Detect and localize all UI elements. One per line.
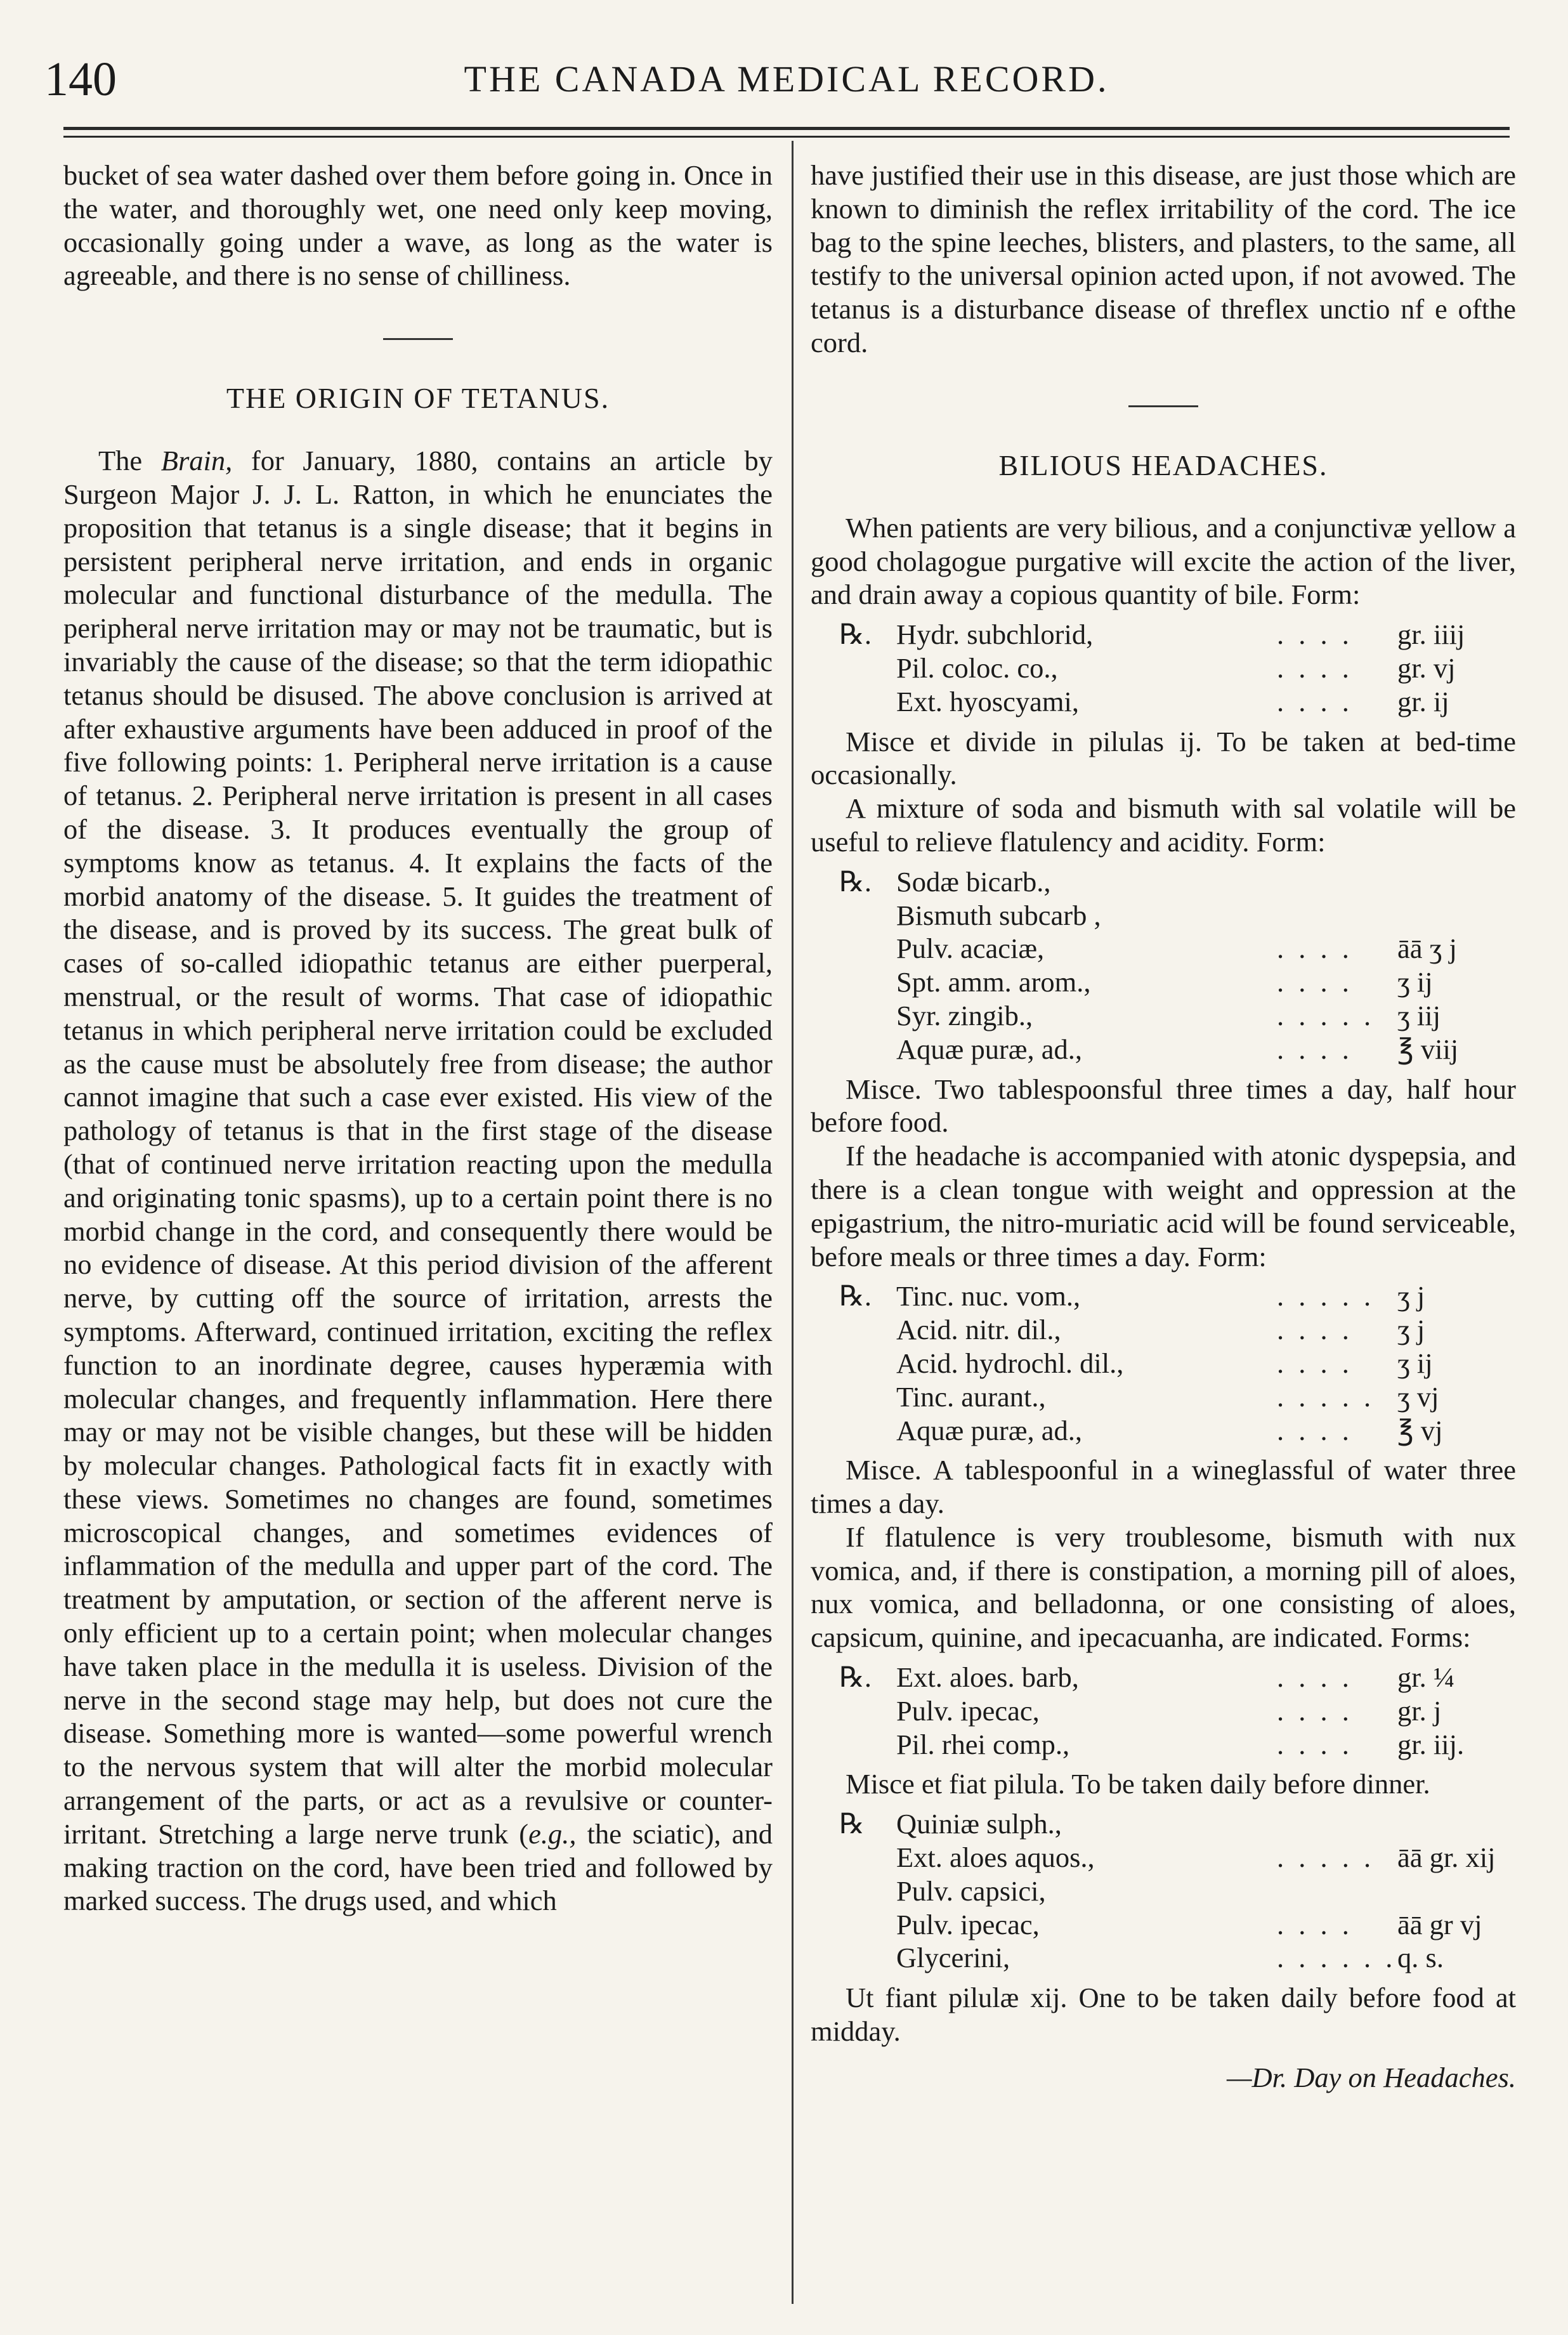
rx-dose: ℥ viij bbox=[1397, 1033, 1459, 1065]
rx-symbol bbox=[811, 1380, 896, 1414]
rx-symbol: ℞. bbox=[839, 1661, 872, 1694]
rx-leader-dots: . . . . bbox=[1277, 1033, 1353, 1065]
rx-leader-dots bbox=[1277, 899, 1397, 932]
rx-ingredient: Pulv. acaciæ, bbox=[896, 932, 1045, 965]
section-separator bbox=[1128, 405, 1198, 407]
running-title: THE CANADA MEDICAL RECORD. bbox=[464, 58, 1109, 100]
text-segment: the sciatic), and making traction on the cord, have been tried and followed by marked success. The drugs used, and which bbox=[63, 1817, 773, 1917]
rx-symbol: ℞. bbox=[839, 618, 872, 651]
rx-symbol bbox=[811, 1841, 896, 1874]
paragraph-intro: When patients are very bilious, and a conjunctivæ yellow a good cholagogue purgative will excite the action of the liver, and drain away a copious quantity of bile. Form: bbox=[811, 511, 1516, 611]
rx-ingredient: Ext. hyoscyami, bbox=[896, 685, 1079, 717]
prescription-5 bbox=[811, 1807, 1516, 1975]
rx-leader-dots bbox=[1277, 1874, 1397, 1908]
rx-ingredient: Pulv. capsici, bbox=[896, 1874, 1046, 1907]
rx-leader-dots: . . . . bbox=[1277, 685, 1353, 717]
prescription-row bbox=[811, 1941, 1516, 1975]
prescription-row bbox=[811, 618, 1516, 651]
rx-leader-dots bbox=[1277, 865, 1397, 899]
rx-leader-dots: . . . . bbox=[1277, 1661, 1353, 1694]
rx-leader-dots: . . . . . bbox=[1277, 1380, 1375, 1413]
rx-symbol bbox=[811, 1414, 896, 1448]
paragraph-atonic: If the headache is accompanied with atonic dyspepsia, and there is a clean tongue with weight and oppression at the epigastrium, the nitro-muriatic acid will be found serviceable, before meals or three times a day. Form: bbox=[811, 1140, 1516, 1272]
rx-symbol bbox=[811, 965, 896, 999]
prescription-row bbox=[811, 999, 1516, 1033]
rx-dose: q. s. bbox=[1397, 1942, 1444, 1974]
rx-dose: gr. j bbox=[1397, 1694, 1442, 1727]
rx-ingredient: Spt. amm. arom., bbox=[896, 966, 1091, 998]
paragraph-ut-fiant: Ut fiant pilulæ xij. One to be taken daily before food at midday. bbox=[811, 1982, 1516, 2048]
rx-symbol bbox=[811, 685, 896, 719]
rx-leader-dots: . . . . bbox=[1277, 651, 1353, 684]
rx-ingredient: Quiniæ sulph., bbox=[896, 1808, 1062, 1840]
prescription-row bbox=[811, 899, 1516, 932]
section-separator bbox=[383, 338, 453, 340]
rx-ingredient: Tinc. nuc. vom., bbox=[896, 1280, 1081, 1312]
header-rule-thin bbox=[63, 136, 1510, 138]
rx-symbol bbox=[811, 1033, 896, 1066]
rx-leader-dots: . . . . bbox=[1277, 932, 1353, 965]
prescription-row bbox=[811, 1728, 1516, 1762]
rx-symbol: ℞. bbox=[839, 865, 872, 898]
prescription-row bbox=[811, 1841, 1516, 1874]
prescription-row bbox=[811, 1033, 1516, 1066]
rx-leader-dots: . . . . . . bbox=[1277, 1942, 1397, 1974]
paragraph-flatulence: If flatulence is very troublesome, bismuth with nux vomica, and, if there is constipation, a morning pill of aloes, nux vomica, and belladonna, or one consisting of aloes, capsicum, quinine, and ipecacuanha, are indicated. Forms: bbox=[811, 1521, 1516, 1654]
rx-dose: ʒ vj bbox=[1397, 1380, 1439, 1413]
paragraph-soda: A mixture of soda and bismuth with sal volatile will be useful to relieve flatulency and acidity. Form: bbox=[811, 792, 1516, 858]
prescription-row bbox=[811, 1313, 1516, 1347]
rx-dose: ʒ ij bbox=[1397, 1347, 1433, 1379]
paragraph-misce: Misce. Two tablespoonsful three times a day, half hour before food. bbox=[811, 1073, 1516, 1139]
rx-dose: ʒ j bbox=[1397, 1280, 1425, 1312]
paragraph-continued: have justified their use in this disease, are just those which are known to diminish the reflex irritability of the cord. The ice bag to the spine leeches, blisters, and plasters, to the same, all testify to the universal opinion acted upon, if not avowed. The tetanus is a disturbance disease of threflex unctio nf e ofthe cord. bbox=[811, 159, 1516, 358]
rx-dose bbox=[1397, 1874, 1516, 1908]
paragraph-misce: Misce et divide in pilulas ij. To be taken at bed-time occasionally. bbox=[811, 725, 1516, 791]
text-segment: for January, 1880, contains an article by Surgeon Major J. J. L. Ratton, in which he enunciates the proposition that tetanus is a single disease; that it begins in persistent peripheral nerve irritation, and ends in organic molecular and functional disturbance of the medulla. The peripheral nerve irritation may or may not be traumatic, but is invariably the cause of the disease; so that the term idiopathic tetanus should be disused. The above conclusion is arrived at after exhaustive arguments have been adduced in proof of the five following points: 1. Peripheral nerve irritation is a cause of tetanus. 2. Peripheral nerve irritation is present in all cases of the disease. 3. It produces eventually the group of symptoms know as tetanus. 4. It explains the facts of the morbid anatomy of the disease. 5. It guides the treatment of the disease, and is proved by its success. The great bulk of cases of so-called idiopathic tetanus are either puerperal, menstrual, or the result of worms. That case of idiopathic tetanus in which peripheral nerve irritation could be excluded as the cause must be absolutely free from disease; the author cannot imagine that such a case ever existed. His view of the pathology of tetanus is that in the first stage of the disease (that of continued nerve irritation reacting upon the medulla and originating tonic spasms), up to a certain point there is no morbid change in the cord, and consequently there would be no evidence of disease. At this period division of the afferent nerve, by cutting off the source of irritation, arrests the symptoms. Afterward, continued irritation, exciting the reflex function to an inordinate degree, causes hyperæmia with molecular changes, and frequently inflammation. Here there may or may not be visible changes, but these will be hidden by molecular changes. Pathological facts fit in exactly with these views. Sometimes no changes are found, sometimes microscopical changes, and sometimes evidences of inflammation of the medulla and upper part of the cord. The treatment by amputation, or section of the afferent nerve is only efficient up to a certain point; when molecular changes have taken place in the medulla it is useless. Division of the nerve in the second stage may help, but does not cure the disease. Something more is wanted—some powerful wrench to the nervous system that will alter the morbid molecular arrangement of the parts, or act as a revulsive or counter-irritant. Stretching a large nerve trunk ( bbox=[63, 445, 773, 1850]
rx-symbol: ℞. bbox=[839, 1280, 872, 1312]
prescription-row bbox=[811, 1694, 1516, 1728]
rx-leader-dots: . . . . bbox=[1277, 618, 1353, 651]
prescription-row bbox=[811, 1347, 1516, 1380]
rx-leader-dots: . . . . bbox=[1277, 1347, 1353, 1379]
prescription-row bbox=[811, 1414, 1516, 1448]
prescription-2 bbox=[811, 865, 1516, 1066]
rx-ingredient: Pil. rhei comp., bbox=[896, 1728, 1070, 1760]
rx-symbol bbox=[811, 1728, 896, 1762]
rx-dose: gr. ij bbox=[1397, 685, 1449, 717]
prescription-row bbox=[811, 1874, 1516, 1908]
rx-symbol bbox=[811, 1347, 896, 1380]
rx-dose: āā gr. xij bbox=[1397, 1841, 1496, 1874]
prescription-row bbox=[811, 1661, 1516, 1694]
rx-ingredient: Pil. coloc. co., bbox=[896, 651, 1058, 684]
prescription-row bbox=[811, 651, 1516, 685]
rx-symbol bbox=[811, 1694, 896, 1728]
prescription-row bbox=[811, 1807, 1516, 1841]
rx-ingredient: Pulv. ipecac, bbox=[896, 1908, 1040, 1940]
rx-leader-dots: . . . . . bbox=[1277, 1841, 1375, 1874]
page-number: 140 bbox=[44, 53, 117, 106]
left-column bbox=[63, 159, 773, 1918]
page-header bbox=[44, 44, 1529, 114]
header-rule bbox=[63, 127, 1510, 130]
rx-ingredient: Glycerini, bbox=[896, 1942, 1010, 1974]
prescription-row bbox=[811, 932, 1516, 965]
rx-dose: ℥ vj bbox=[1397, 1414, 1443, 1446]
heading-bilious-headaches: BILIOUS HEADACHES. bbox=[998, 448, 1328, 481]
rx-symbol: ℞ bbox=[839, 1808, 865, 1840]
rx-dose: gr. ¼ bbox=[1397, 1661, 1455, 1694]
prescription-row bbox=[811, 685, 1516, 719]
rx-symbol bbox=[811, 932, 896, 965]
rx-dose: gr. vj bbox=[1397, 651, 1456, 684]
rx-leader-dots: . . . . bbox=[1277, 966, 1353, 998]
prescription-row bbox=[811, 1279, 1516, 1313]
paragraph-tetanus bbox=[63, 444, 773, 1918]
rx-symbol bbox=[811, 899, 896, 932]
rx-symbol bbox=[811, 1874, 896, 1908]
rx-dose bbox=[1397, 1807, 1516, 1841]
rx-ingredient: Syr. zingib., bbox=[896, 999, 1033, 1031]
rx-leader-dots: . . . . bbox=[1277, 1414, 1353, 1446]
prescription-row bbox=[811, 865, 1516, 899]
prescription-3 bbox=[811, 1279, 1516, 1447]
rx-dose: ʒ iij bbox=[1397, 999, 1441, 1031]
abbreviation-eg: e.g., bbox=[528, 1817, 577, 1850]
rx-ingredient: Aquæ puræ, ad., bbox=[896, 1414, 1082, 1446]
prescription-row bbox=[811, 1380, 1516, 1414]
rx-dose: gr. iij. bbox=[1397, 1728, 1465, 1760]
rx-leader-dots: . . . . bbox=[1277, 1728, 1353, 1760]
rx-leader-dots: . . . . bbox=[1277, 1908, 1353, 1940]
journal-title: Brain, bbox=[160, 445, 233, 477]
paragraph-misce: Misce. A tablespoonful in a wineglassful of water three times a day. bbox=[811, 1454, 1516, 1520]
rx-dose: ʒ ij bbox=[1397, 966, 1433, 998]
paragraph-misce: Misce et fiat pilula. To be taken daily before dinner. bbox=[846, 1768, 1430, 1800]
text-segment: The bbox=[98, 445, 161, 477]
rx-leader-dots: . . . . . bbox=[1277, 999, 1375, 1031]
rx-dose: ʒ j bbox=[1397, 1314, 1425, 1346]
rx-dose: āā gr vj bbox=[1397, 1908, 1482, 1940]
rx-symbol bbox=[811, 999, 896, 1033]
rx-symbol bbox=[811, 1941, 896, 1975]
rx-ingredient: Bismuth subcarb , bbox=[896, 899, 1101, 931]
rx-ingredient: Ext. aloes aquos., bbox=[896, 1841, 1095, 1874]
rx-ingredient: Pulv. ipecac, bbox=[896, 1694, 1040, 1727]
prescription-row bbox=[811, 1908, 1516, 1942]
paragraph-continued: bucket of sea water dashed over them before going in. Once in the water, and thoroughly wet, one need only keep moving, occasionally going under a wave, as long as the water is agreeable, and there is no sense of chilliness. bbox=[63, 159, 773, 292]
prescription-1 bbox=[811, 618, 1516, 718]
signature: —Dr. Day on Headaches. bbox=[1226, 2061, 1516, 2093]
rx-leader-dots: . . . . . bbox=[1277, 1280, 1375, 1312]
rx-leader-dots: . . . . bbox=[1277, 1314, 1353, 1346]
rx-leader-dots bbox=[1277, 1807, 1397, 1841]
rx-dose bbox=[1397, 899, 1516, 932]
rx-dose bbox=[1397, 865, 1516, 899]
rx-leader-dots: . . . . bbox=[1277, 1694, 1353, 1727]
column-divider bbox=[792, 141, 794, 2304]
rx-ingredient: Tinc. aurant., bbox=[896, 1380, 1046, 1413]
rx-ingredient: Sodæ bicarb., bbox=[896, 865, 1051, 898]
rx-symbol bbox=[811, 651, 896, 685]
rx-symbol bbox=[811, 1313, 896, 1347]
rx-ingredient: Acid. hydrochl. dil., bbox=[896, 1347, 1124, 1379]
rx-ingredient: Aquæ puræ, ad., bbox=[896, 1033, 1082, 1065]
rx-ingredient: Acid. nitr. dil., bbox=[896, 1314, 1061, 1346]
prescription-row bbox=[811, 965, 1516, 999]
rx-dose: āā ʒ j bbox=[1397, 932, 1457, 965]
rx-ingredient: Ext. aloes. barb, bbox=[896, 1661, 1079, 1694]
right-column bbox=[811, 159, 1516, 2095]
rx-dose: gr. iiij bbox=[1397, 618, 1465, 651]
heading-origin-of-tetanus: THE ORIGIN OF TETANUS. bbox=[226, 382, 610, 415]
rx-symbol bbox=[811, 1908, 896, 1942]
rx-ingredient: Hydr. subchlorid, bbox=[896, 618, 1094, 651]
prescription-4 bbox=[811, 1661, 1516, 1761]
